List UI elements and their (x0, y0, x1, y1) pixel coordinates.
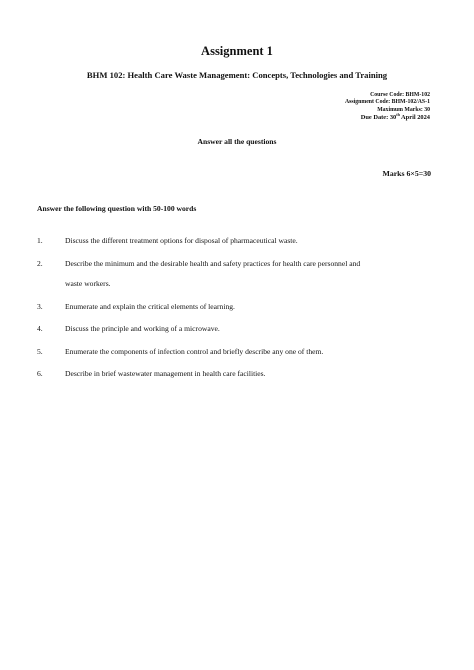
question-text: Discuss the different treatment options for disposal of pharmaceutical waste. (65, 236, 298, 245)
assignment-code: Assignment Code: BHM-102/AS-1 (344, 99, 430, 106)
question-text: Enumerate the components of infection control and briefly describe any one of them. (65, 347, 324, 356)
question-number: 6. (37, 369, 43, 378)
question-number: 4. (37, 324, 43, 333)
question-text: Discuss the principle and working of a microwave. (65, 324, 220, 333)
question-text: Describe in brief wastewater management in health care facilities. (65, 369, 266, 378)
question-text-continuation: waste workers. (65, 279, 111, 288)
due-date-suffix: April 2024 (399, 114, 430, 122)
course-code: Course Code: BHM-102 (370, 92, 430, 98)
question-number: 1. (37, 236, 43, 245)
course-title: BHM 102: Health Care Waste Management: Concepts, Technologies and Training (86, 70, 388, 80)
page-title: Assignment 1 (201, 44, 273, 58)
question-text: Describe the minimum and the desirable health and safety practices for health care personnel and (65, 259, 361, 268)
due-date (345, 114, 430, 122)
maximum-marks: Maximum Marks: 30 (377, 106, 430, 113)
question-number: 3. (37, 302, 43, 311)
question-number: 5. (37, 347, 43, 356)
instruction: Answer all the questions (197, 137, 277, 146)
question-number: 2. (37, 259, 43, 268)
assignment-meta (345, 92, 430, 123)
due-date-prefix: Due Date: 30 (360, 114, 397, 122)
section-subheading: Answer the following question with 50-100 words (37, 204, 197, 213)
question-text: Enumerate and explain the critical elements of learning. (65, 302, 235, 311)
marks-total: Marks 6×5=30 (382, 169, 431, 178)
due-date-sup: th (396, 112, 400, 118)
